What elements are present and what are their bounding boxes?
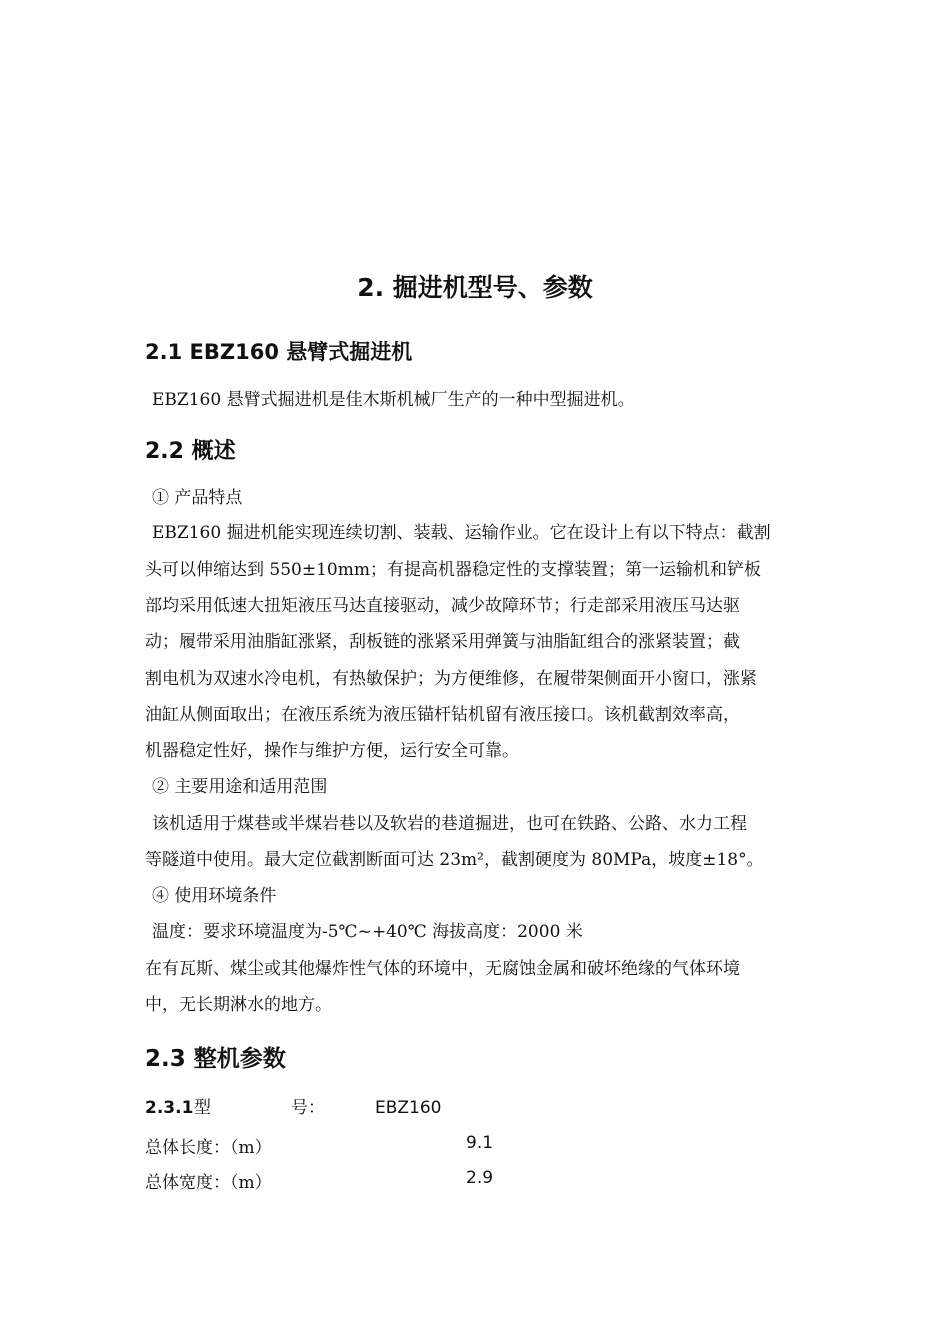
item-1-line: 部均采用低速大扭矩液压马达直接驱动，减少故障环节；行走部采用液压马达驱 [145, 596, 740, 616]
section-2-1-paragraph: EBZ160 悬臂式掘进机是佳木斯机械厂生产的一种中型掘进机。 [152, 390, 635, 410]
item-4-line: 中，无长期淋水的地方。 [145, 995, 332, 1015]
section-heading-2-3: 2.3 整机参数 [145, 1046, 286, 1072]
item-1-line: 动；履带采用油脂缸涨紧，刮板链的涨紧采用弹簧与油脂缸组合的涨紧装置；截 [145, 632, 740, 652]
param-value: 9.1 [466, 1133, 494, 1153]
model-row [145, 1097, 193, 1119]
item-1-line: 油缸从侧面取出；在液压系统为液压锚杆钻机留有液压接口。该机截割效率高， [145, 705, 740, 725]
item-1-line: 头可以伸缩达到 550±10mm；有提高机器稳定性的支撑装置；第一运输机和铲板 [145, 560, 761, 580]
section-heading-2-1: 2.1 EBZ160 悬臂式掘进机 [145, 340, 413, 364]
item-4-line: 温度：要求环境温度为-5℃~+40℃ 海拔高度：2000 米 [152, 922, 583, 942]
page-title: 2. 掘进机型号、参数 [357, 273, 593, 302]
param-label: 总体宽度：（m） [145, 1173, 272, 1193]
item-1-line: EBZ160 掘进机能实现连续切割、装载、运输作业。它在设计上有以下特点：截割 [152, 523, 771, 543]
model-label-b: 号： [291, 1098, 325, 1118]
item-4-title: ④ 使用环境条件 [152, 886, 277, 906]
param-label: 总体长度：（m） [145, 1138, 272, 1158]
param-value: 2.9 [466, 1168, 494, 1188]
item-1-line: 机器稳定性好，操作与维护方便，运行安全可靠。 [145, 741, 519, 761]
item-4-line: 在有瓦斯、煤尘或其他爆炸性气体的环境中，无腐蚀金属和破坏绝缘的气体环境 [145, 959, 740, 979]
item-1-title: ① 产品特点 [152, 488, 243, 508]
model-label-a: 型 [194, 1098, 211, 1118]
item-2-line: 该机适用于煤巷或半煤岩巷以及软岩的巷道掘进，也可在铁路、公路、水力工程 [152, 814, 747, 834]
section-heading-2-2: 2.2 概述 [145, 439, 236, 464]
item-2-title: ② 主要用途和适用范围 [152, 777, 328, 797]
item-2-line: 等隧道中使用。最大定位截割断面可达 23m²，截割硬度为 80MPa，坡度±18°。 [145, 850, 764, 870]
model-value: EBZ160 [375, 1098, 442, 1118]
item-1-line: 割电机为双速水冷电机，有热敏保护；为方便维修，在履带架侧面开小窗口，涨紧 [145, 669, 757, 689]
model-number: 2.3.1 [145, 1098, 194, 1118]
